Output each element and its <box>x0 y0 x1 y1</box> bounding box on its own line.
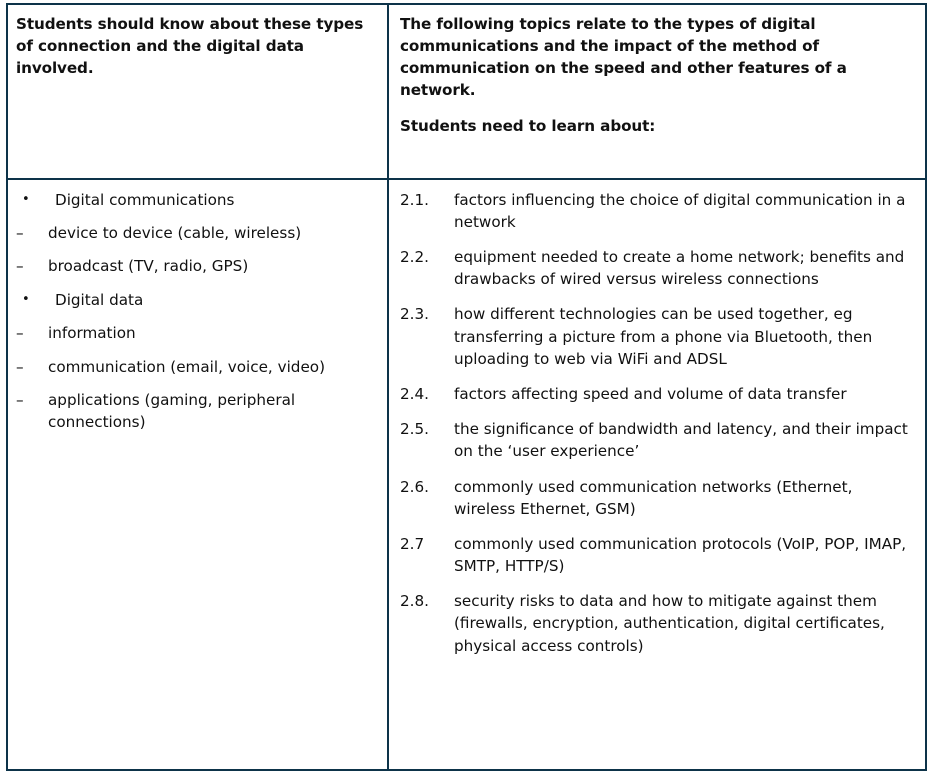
body-cell-right <box>388 179 926 770</box>
sub-list-item-label: communication (email, voice, video) <box>48 357 326 376</box>
objective-number: 2.3. <box>400 305 429 324</box>
bullet-marker-icon: • <box>22 292 30 308</box>
sub-list-item <box>16 255 377 277</box>
learning-objective-item <box>400 418 913 462</box>
sub-list-item-label: broadcast (TV, radio, GPS) <box>48 257 249 275</box>
sub-list-item <box>16 356 377 378</box>
learning-objective-item <box>400 533 913 577</box>
sub-list-item-label: device to device (cable, wireless) <box>48 223 302 242</box>
learning-objective-item <box>400 189 913 233</box>
bullet-group <box>16 289 377 433</box>
objective-number: 2.8. <box>400 592 429 611</box>
bullet-item-label: Digital data <box>55 291 144 310</box>
dash-marker-icon: – <box>16 390 24 409</box>
objective-number: 2.2. <box>400 248 429 266</box>
objective-text: commonly used communication networks (Ethernet, wireless Ethernet, GSM) <box>454 477 853 518</box>
header-right-paragraph-intro: The following topics relate to the types of digital communications and the impact of the method of communication on the speed and other features of a network. <box>400 15 847 99</box>
objective-text: commonly used communication protocols (VoIP, POP, IMAP, SMTP, HTTP/S) <box>454 534 907 576</box>
sub-list-item <box>16 222 377 244</box>
bullet-marker-icon: • <box>22 191 30 207</box>
sub-list-item-label: applications (gaming, peripheral connections) <box>48 390 296 431</box>
dash-marker-icon: – <box>16 324 24 343</box>
bullet-item-label: Digital communications <box>55 190 235 209</box>
objective-number: 2.6. <box>400 477 429 496</box>
objective-text: how different technologies can be used together, eg transferring a picture from a phone via Bluetooth, then uploading to web via WiFi and ADSL <box>454 305 873 368</box>
dash-marker-icon: – <box>16 257 24 275</box>
learning-objective-item <box>400 383 913 405</box>
objective-number: 2.5. <box>400 420 429 439</box>
learning-objective-item <box>400 246 913 290</box>
table-body-row <box>7 179 926 770</box>
digital-topics-bullet-list <box>16 189 377 434</box>
specification-table <box>6 3 927 771</box>
dash-marker-icon: – <box>16 223 24 242</box>
header-cell-left <box>7 4 388 179</box>
objective-text: equipment needed to create a home network; benefits and drawbacks of wired versus wireless connections <box>454 248 905 289</box>
objective-text: factors affecting speed and volume of data transfer <box>454 384 847 403</box>
sub-list-item <box>16 389 377 433</box>
bullet-item <box>16 289 377 311</box>
header-right-paragraph-learn: Students need to learn about: <box>400 116 656 135</box>
dash-marker-icon: – <box>16 357 24 376</box>
learning-objective-item <box>400 476 913 520</box>
learning-objective-item <box>400 303 913 370</box>
objective-text: factors influencing the choice of digital communication in a network <box>454 190 906 231</box>
header-cell-right <box>388 4 926 179</box>
bullet-item <box>16 189 377 211</box>
sub-list-item-label: information <box>48 324 136 343</box>
header-left-paragraph: Students should know about these types of connection and the digital data involved. <box>16 15 364 77</box>
objective-number: 2.1. <box>400 190 429 209</box>
learning-objective-item <box>400 590 913 657</box>
body-cell-left <box>7 179 388 770</box>
bullet-group <box>16 189 377 278</box>
learning-objectives-list <box>400 189 913 657</box>
objective-text: the significance of bandwidth and latency, and their impact on the ‘user experience’ <box>454 420 908 461</box>
objective-text: security risks to data and how to mitigate against them (firewalls, encryption, authentication, digital certificates, physical access controls) <box>454 592 885 655</box>
bullet-sub-list <box>16 322 377 433</box>
objective-number: 2.4. <box>400 384 429 403</box>
bullet-sub-list <box>16 222 377 277</box>
sub-list-item <box>16 322 377 344</box>
objective-number: 2.7 <box>400 534 425 553</box>
table-header-row <box>7 4 926 179</box>
